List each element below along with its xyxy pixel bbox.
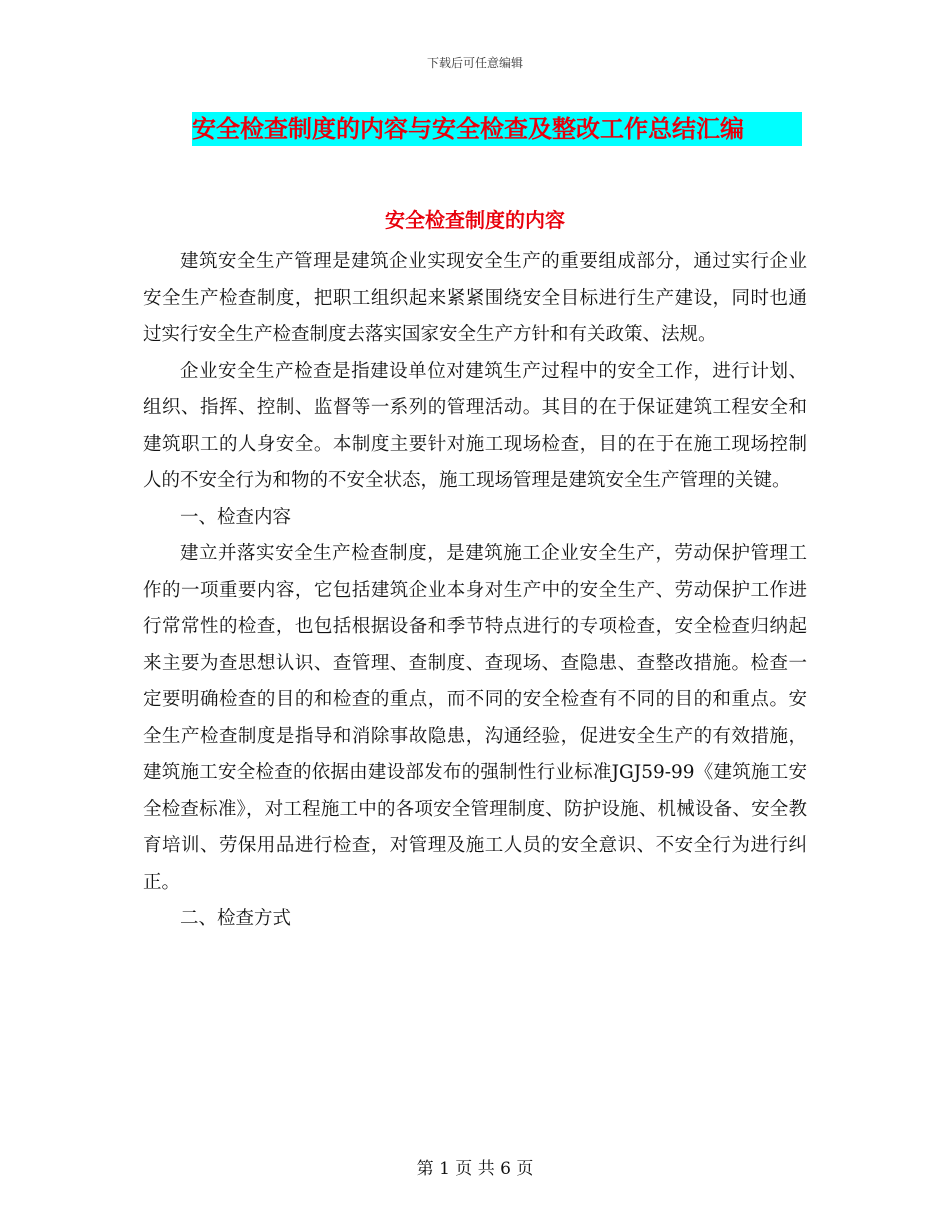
document-body (143, 244, 807, 938)
paragraph: 建筑安全生产管理是建筑企业实现安全生产的重要组成部分，通过实行企业安全生产检查制度，把职工组织起来紧紧围绕安全目标进行生产建设，同时也通过实行安全生产检查制度去落实国家安全生产方针和有关政策、法规。 (143, 251, 807, 345)
page-header-note: 下载后可任意编辑 (426, 56, 523, 70)
subheading-inspection-content: 一、检查内容 (180, 506, 292, 528)
subheading-inspection-method: 二、检查方式 (180, 908, 292, 929)
paragraph: 建立并落实安全生产检查制度，是建筑施工企业安全生产，劳动保护管理工作的一项重要内容，它包括建筑企业本身对生产中的安全生产、劳动保护工作进行常常性的检查，也包括根据设备和季节特点进行的专项检查，安全检查归纳起来主要为查思想认识、查管理、查制度、查现场、查隐患、查整改措施。检查一定要明确检查的目的和检查的重点，而不同的安全检查有不同的目的和重点。安全生产检查制度是指导和消除事故隐患，沟通经验，促进安全生产的有效措施，建筑施工安全检查的依据由建设部发布的强制性行业标准JGJ59-99《建筑施工安全检查标准》，对工程施工中的各项安全管理制度、防护设施、机械设备、安全教育培训、劳保用品进行检查，对管理及施工人员的安全意识、不安全行为进行纠正。 (143, 543, 807, 893)
page-number-footer: 第 1 页 共 6 页 (416, 1159, 534, 1179)
section-title: 安全检查制度的内容 (385, 208, 565, 232)
paragraph: 企业安全生产检查是指建设单位对建筑生产过程中的安全工作，进行计划、组织、指挥、控制、监督等一系列的管理活动。其目的在于保证建筑工程安全和建筑职工的人身安全。本制度主要针对施工现场检查，目的在于在施工现场控制人的不安全行为和物的不安全状态，施工现场管理是建筑安全生产管理的关键。 (143, 360, 807, 491)
document-title: 安全检查制度的内容与安全检查及整改工作总结汇编 (192, 112, 802, 146)
